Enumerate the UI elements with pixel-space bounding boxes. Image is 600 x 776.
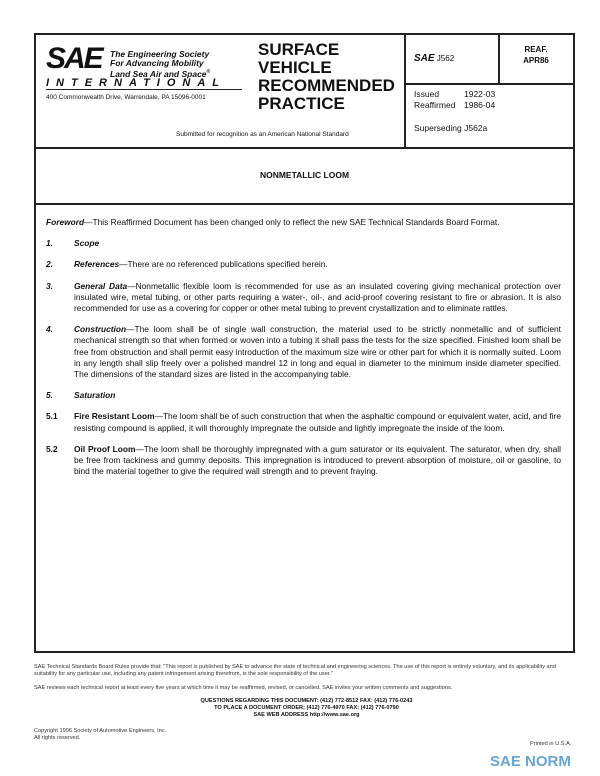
address: 400 Commonwealth Drive, Warrendale, PA 15096-0001 — [46, 94, 206, 101]
reaffirmation-badge — [500, 44, 572, 66]
section-1 — [46, 238, 561, 249]
tagline-line: Land Sea Air and Space — [110, 68, 207, 79]
rights-reserved: All rights reserved. — [34, 735, 81, 742]
section-5 — [46, 390, 561, 401]
section-number: 2. — [46, 259, 53, 270]
section-heading: Oil Proof Loom — [74, 443, 136, 454]
divider — [404, 83, 573, 85]
section-5-1 — [46, 411, 561, 433]
section-text: —The loom shall be of single wall construction, the material used to be strictly nonmetallic and of sufficient mechanical strength so that when formed or woven into a tubing it shall pass the tests for the size specified. Finished loom shall be free from obstruction and shall permit easy introduction of the maximum size wire or other part for which it is normally suited. Loom in any length shall slip freely over a polished mandrel 12 in long and equal in diameter to the minimum inside diameter specified. The dimensions of the standard sizes are listed in the accompanying table. — [74, 324, 561, 380]
section-5-2 — [46, 444, 561, 478]
section-number: 3. — [46, 280, 53, 291]
document-footer — [34, 664, 579, 742]
submitted-note: Submitted for recognition as an American National Standard — [176, 131, 349, 138]
section-heading: Foreword — [46, 217, 85, 227]
registered-mark: ® — [206, 69, 211, 75]
section-text: —There are no referenced publications specified herein. — [119, 259, 328, 270]
doc-number-value: J562 — [436, 54, 455, 63]
document-body — [46, 217, 561, 487]
section-text: —The loom shall be thoroughly impregnated with a gum saturator or its equivalent. The saturator, when dry, shall be free from tackiness and gummy deposits. This impregnation is introduced to prevent absorption of moisture, oil or gasoline, to bind the material together to give the required wall strength and to prevent fraying. — [74, 443, 561, 477]
title-line: VEHICLE — [258, 58, 332, 77]
section-number: 5.1 — [46, 411, 58, 422]
reaffirmed-label: Reaffirmed — [414, 100, 456, 110]
reaf-line: APR86 — [523, 56, 549, 65]
section-heading: References — [74, 259, 120, 270]
rules-notice: SAE Technical Standards Board Rules provide that: "This report is published by SAE to advance the state of technical and engineering sciences. The use of this report is entirely voluntary, and its applicability and suitability for any particular use, including any patent infringement arising therefrom, is the sole responsibility of the user." — [34, 664, 556, 678]
section-heading: Construction — [74, 324, 127, 335]
tagline-line: The Engineering Society — [110, 49, 210, 59]
sae-norm-watermark: SAE NORM — [490, 753, 571, 770]
section-text: —The loom shall be of such construction that when the asphaltic compound or equivalent water, acid, and fire resisting compound is applied, it will thoroughly impregnate the outside and lightly impregnate the inside of the loom. — [74, 411, 561, 433]
title-line: PRACTICE — [258, 94, 345, 113]
sae-logo — [46, 42, 246, 79]
issued-label: Issued — [414, 89, 440, 99]
section-number: 1. — [46, 238, 53, 249]
section-4 — [46, 324, 561, 380]
document-number — [414, 53, 454, 64]
printed-in: Printed in U.S.A. — [530, 741, 572, 747]
questions-contact: QUESTIONS REGARDING THIS DOCUMENT: (412) 772-8512 FAX: (412) 776-0243 — [200, 697, 413, 704]
section-2 — [46, 259, 561, 270]
section-heading: General Data — [74, 280, 128, 291]
section-number: 5. — [46, 390, 53, 401]
logo-international: INTERNATIONAL — [46, 77, 242, 90]
superseding: Superseding J562a — [414, 123, 488, 133]
section-number: 4. — [46, 324, 53, 335]
reaf-line: REAF. — [524, 45, 548, 54]
title-line: SURFACE — [258, 40, 340, 59]
tagline-line: For Advancing Mobility — [110, 58, 204, 68]
issue-dates — [414, 89, 495, 111]
document-type-title — [258, 41, 395, 113]
section-number: 5.2 — [46, 443, 58, 454]
section-heading: Saturation — [74, 390, 116, 401]
section-3 — [46, 281, 561, 315]
web-address[interactable]: SAE WEB ADDRESS http://www.sae.org — [253, 712, 360, 719]
logo-mark: SAE — [46, 42, 102, 75]
document-frame — [34, 33, 575, 653]
review-notice: SAE reviews each technical report at least every five years at which time it may be reaffirmed, revised, or cancelled. SAE invites your written comments and suggestions. — [34, 684, 453, 691]
section-text: —Nonmetallic flexible loom is recommended for use as an insulated covering giving mechanical protection over insulated wire, metal tubing, or other parts requiring a water-, oil-, and acid-proof covering resistant to fire or abrasion. It is also recommended for use as a covering for copper or other metal tubing to prevent crystallization and to eliminate rattles. — [74, 280, 561, 314]
section-text: —This Reaffirmed Document has been changed only to reflect the new SAE Technical Standards Board Format. — [84, 217, 500, 227]
divider — [404, 35, 406, 147]
issued-value: 1922-03 — [464, 89, 496, 99]
document-header — [36, 35, 573, 149]
order-contact: TO PLACE A DOCUMENT ORDER; (412) 776-4970 FAX: (412) 776-0790 — [214, 705, 399, 712]
section-heading: Fire Resistant Loom — [74, 411, 155, 422]
title-line: RECOMMENDED — [258, 76, 395, 95]
sae-small-logo: SAE — [414, 53, 435, 64]
document-subject: NONMETALLIC LOOM — [36, 147, 573, 205]
reaffirmed-value: 1986-04 — [464, 100, 496, 110]
copyright: Copyright 1996 Society of Automotive Engineers, Inc. — [34, 727, 167, 734]
logo-tagline — [110, 50, 210, 79]
section-heading: Scope — [74, 238, 100, 249]
foreword — [46, 217, 561, 228]
